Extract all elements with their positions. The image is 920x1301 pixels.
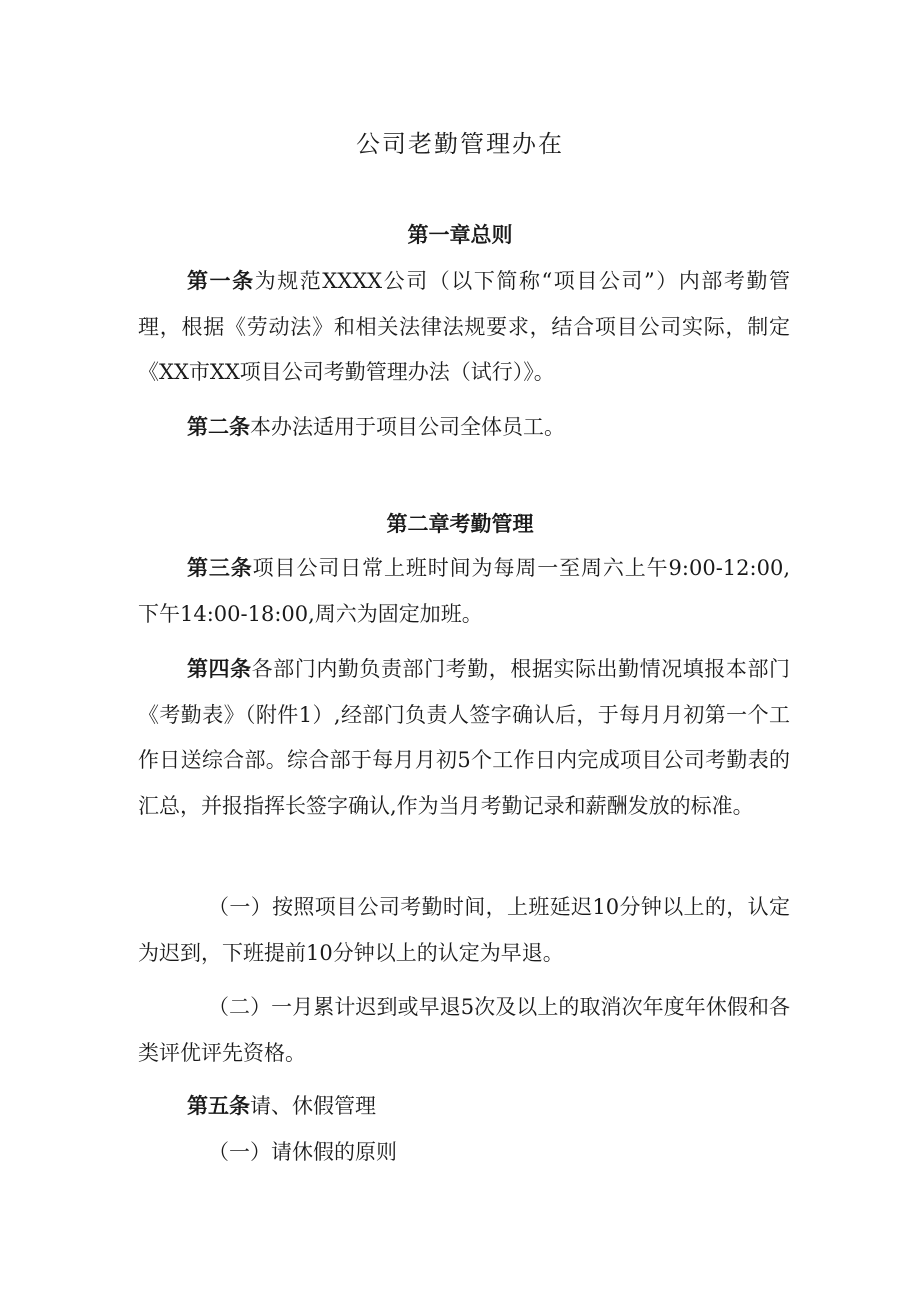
document-title: 公司老勤管理办在 — [356, 130, 564, 158]
article-4-label: 第四条 — [187, 656, 252, 681]
article-2-text: 本办法适用于项目公司全体员工。 — [250, 415, 565, 439]
article-5-item-1: （一）请休假的原则 — [208, 1140, 397, 1164]
article-2-label: 第二条 — [187, 414, 250, 439]
article-4-item-1: （一）按照项目公司考勤时间，上班延迟10分钟以上的，认定为迟到，下班提前10分钟以上的认定为早退。 — [138, 895, 790, 965]
chapter-1-heading: 第一章总则 — [407, 222, 513, 247]
article-1-paragraph — [138, 258, 790, 396]
article-4-paragraph — [138, 646, 790, 829]
article-4-item-2: （二）一月累计迟到或早退5次及以上的取消次年度年休假和各类评优评先资格。 — [138, 995, 790, 1065]
article-1-text: 为规范XXXX公司（以下简称“项目公司”）内部考勤管理，根据《劳动法》和相关法律法规要求，结合项目公司实际，制定《XX市XX项目公司考勤管理办法（试行）》。 — [138, 269, 790, 384]
article-4-text: 各部门内勤负责部门考勤，根据实际出勤情况填报本部门《考勤表》（附件1）,经部门负责人签字确认后，于每月月初第一个工作日送综合部。综合部于每月月初5个工作日内完成项目公司考勤表的汇总，并报指挥长签字确认,作为当月考勤记录和薪酬发放的标准。 — [138, 657, 791, 818]
article-2-paragraph — [138, 404, 790, 451]
article-3-label: 第三条 — [187, 555, 253, 580]
article-3-paragraph — [138, 545, 790, 637]
article-3-text: 项目公司日常上班时间为每周一至周六上午9:00-12:00,下午14:00-18:00,周六为固定加班。 — [138, 556, 790, 626]
article-5-paragraph — [138, 1083, 790, 1130]
chapter-2-heading: 第二章考勤管理 — [386, 511, 534, 536]
article-1-label: 第一条 — [187, 268, 255, 293]
article-5-label: 第五条 — [187, 1093, 250, 1118]
article-5-text: 请、休假管理 — [250, 1094, 376, 1118]
